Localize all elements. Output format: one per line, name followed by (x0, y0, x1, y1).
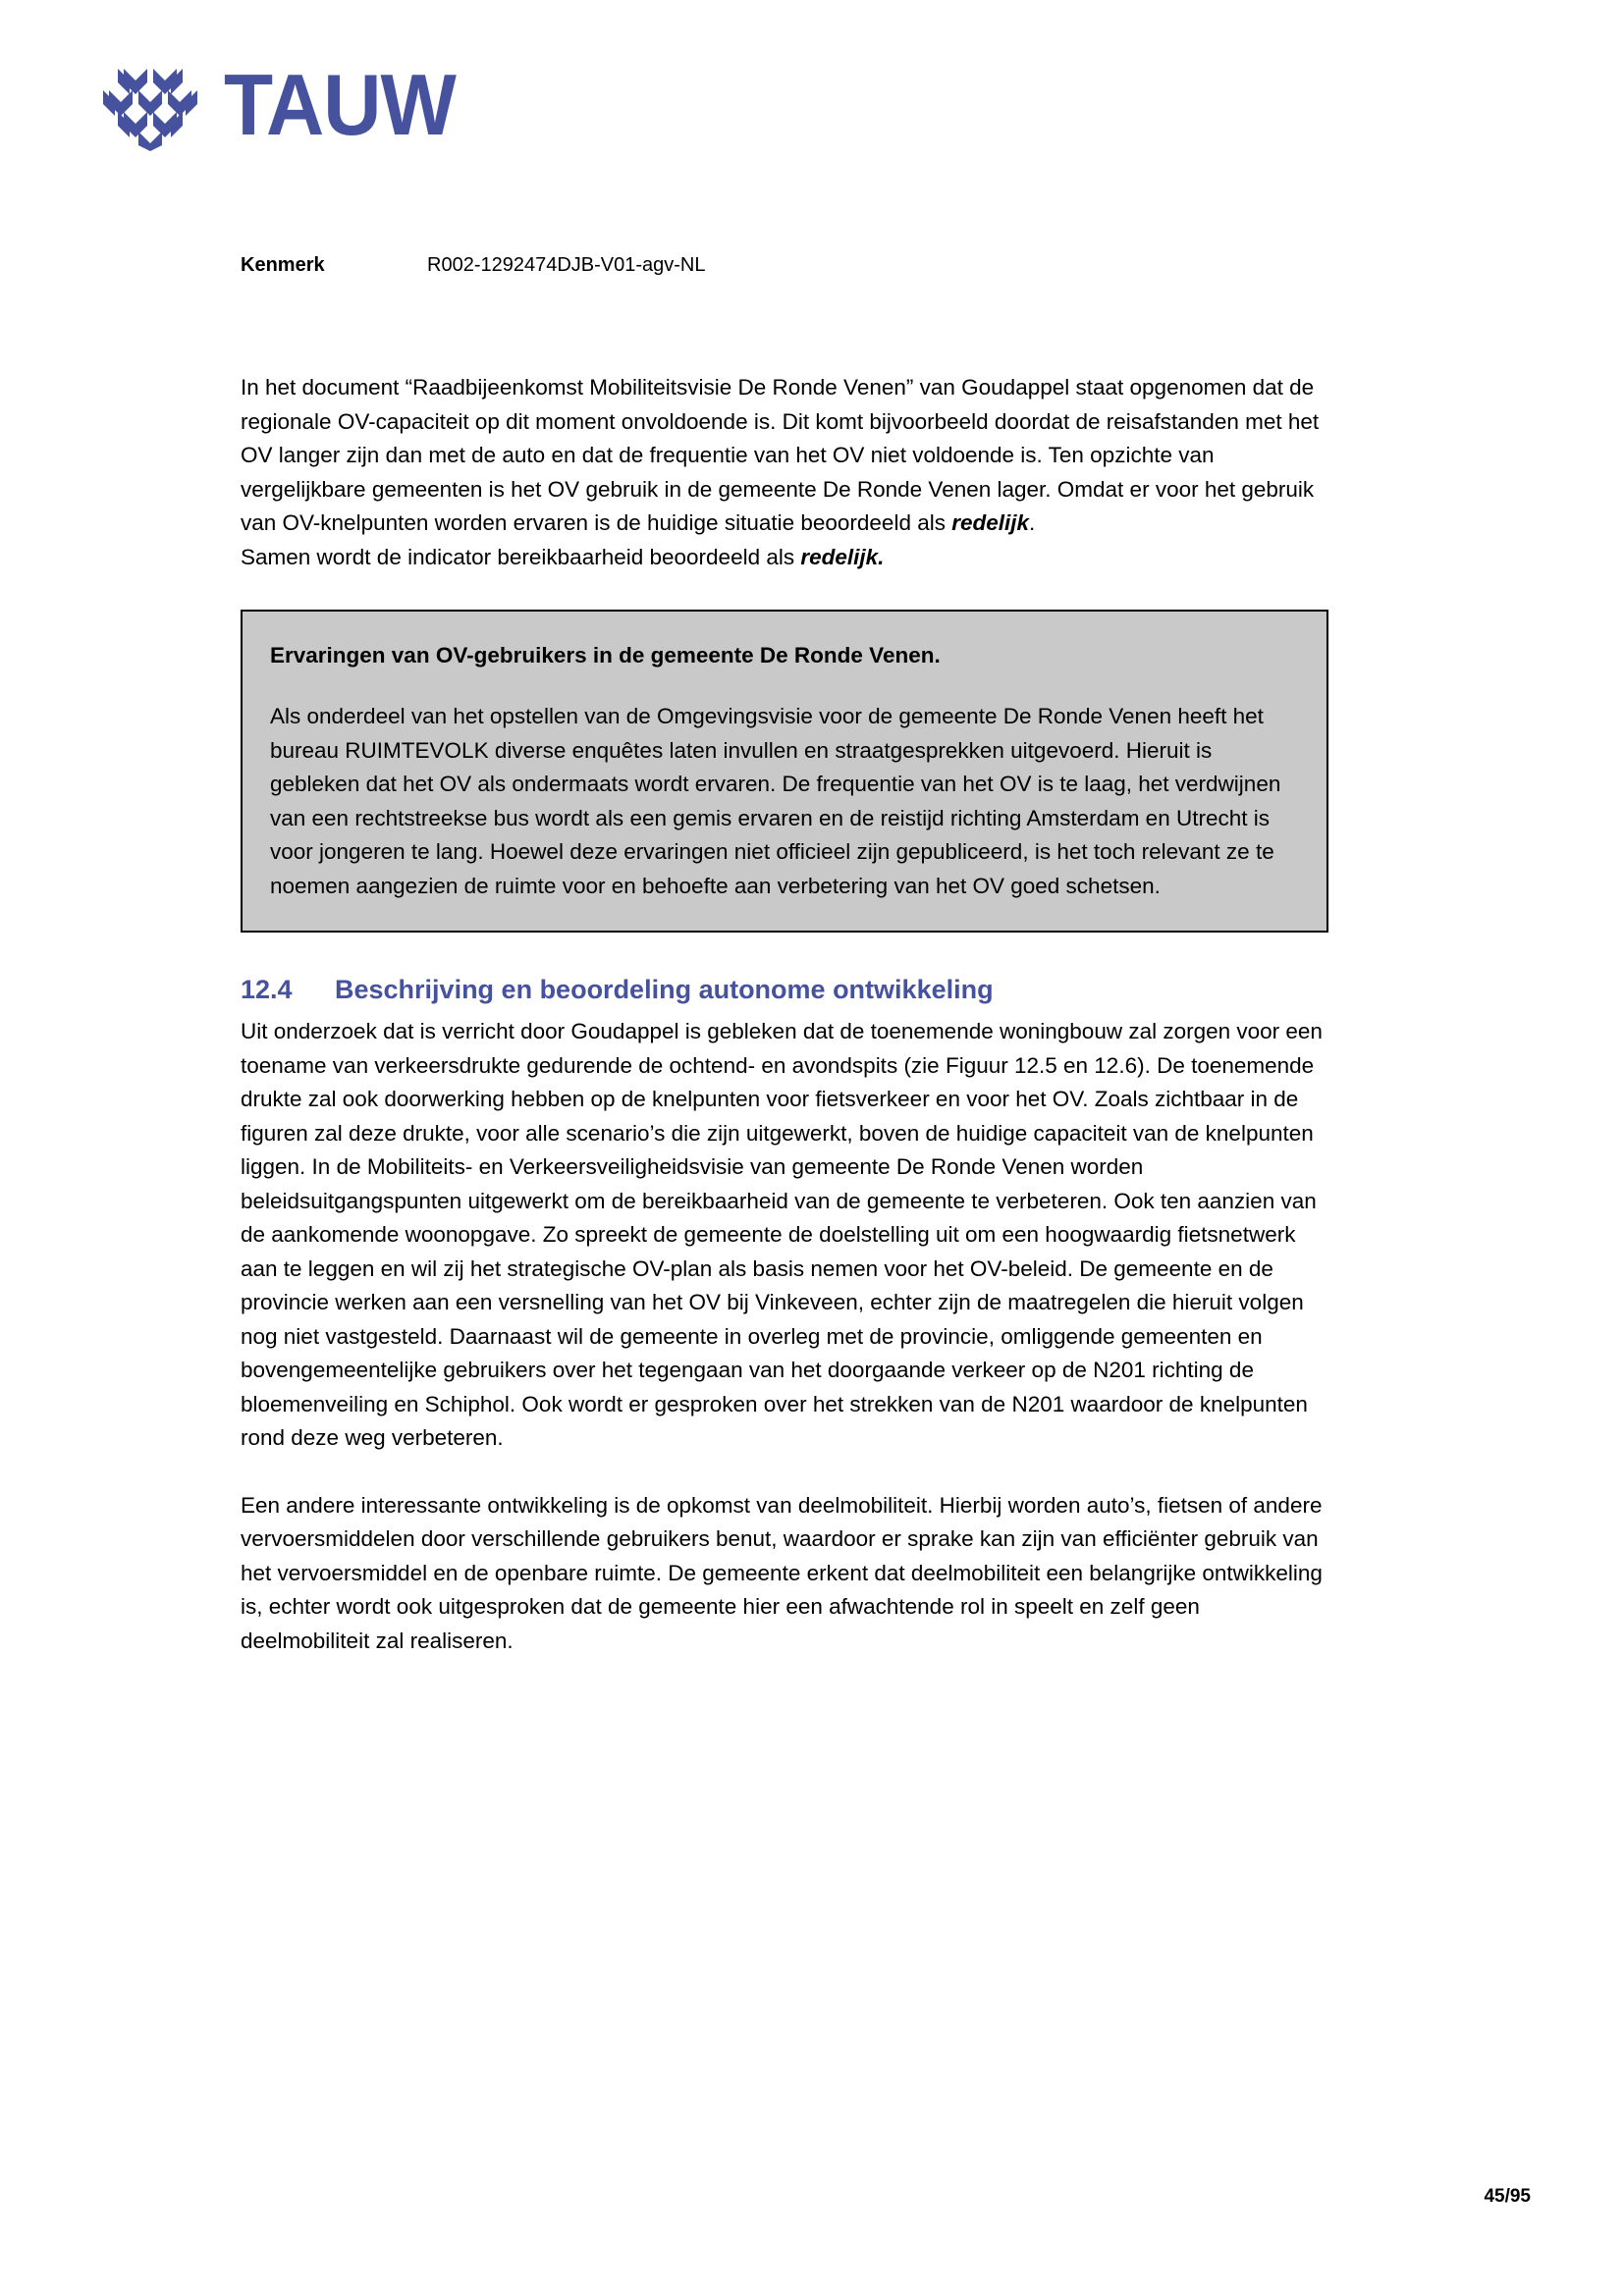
callout-title: Ervaringen van OV-gebruikers in de gemeente De Ronde Venen. (270, 643, 941, 667)
kenmerk-label: Kenmerk (241, 254, 325, 276)
section-title: Beschrijving en beoordeling autonome ontwikkeling (335, 975, 994, 1004)
section-heading (241, 972, 1328, 1007)
paragraph-spacer (241, 1456, 1328, 1489)
intro-paragraph-1-text-a: In het document “Raadbijeenkomst Mobiliteitsvisie De Ronde Venen” van Goudappel staat opgenomen dat de regionale OV-capaciteit op dit moment onvoldoende is. Dit komt bijvoorbeeld doordat de reisafstanden met het OV langer zijn dan met de auto en dat de frequentie van het OV niet voldoende is. Ten opzichte van vergelijkbare gemeenten is het OV gebruik in de gemeente De Ronde Venen lager. Omdat er voor het gebruik van OV-knelpunten worden ervaren is de huidige situatie beoordeeld als (241, 375, 1320, 535)
tauw-chevron-mark-icon (98, 61, 202, 151)
page-number: 45/95 (1484, 2186, 1531, 2207)
brand-logo (98, 57, 456, 154)
section-paragraph-1: Uit onderzoek dat is verricht door Goudappel is gebleken dat de toenemende woningbouw zal zorgen voor een toename van verkeersdrukte gedurende de ochtend- en avondspits (zie Figuur 12.5 en 12.6). De toenemende drukte zal ook doorwerking hebben op de knelpunten voor fietsverkeer en voor het OV. Zoals zichtbaar in de figuren zal deze drukte, voor alle scenario’s die zijn uitgewerkt, boven de huidige capaciteit van de knelpunten liggen. In de Mobiliteits- en Verkeersveiligheidsvisie van gemeente De Ronde Venen worden beleidsuitgangspunten uitgewerkt om de bereikbaarheid van de gemeente te verbeteren. Ook ten aanzien van de aankomende woonopgave. Zo spreekt de gemeente de doelstelling uit om een hoogwaardig fietsnetwerk aan te leggen en wil zij het strategische OV-plan als basis nemen voor het OV-beleid. De gemeente en de provincie werken aan een versnelling van het OV bij Vinkeveen, echter zijn de maatregelen die hieruit volgen nog niet vastgesteld. Daarnaast wil de gemeente in overleg met de provincie, omliggende gemeenten en bovengemeentelijke gebruikers over het tegengaan van het doorgaande verkeer op de N201 richting de bloemenveiling en Schiphol. Ook wordt er gesproken over het strekken van de N201 waardoor de knelpunten rond deze weg verbeteren. (241, 1019, 1323, 1450)
intro-paragraph-2-text-a: Samen wordt de indicator bereikbaarheid beoordeeld als (241, 544, 801, 569)
section-paragraph-2: Een andere interessante ontwikkeling is de opkomst van deelmobiliteit. Hierbij worden auto’s, fietsen of andere vervoersmiddelen door verschillende gebruikers benut, waardoor er sprake kan zijn van efficiënter gebruik van het vervoersmiddel en de openbare ruimte. De gemeente erkent dat deelmobiliteit een belangrijke ontwikkeling is, echter wordt ook uitgesproken dat de gemeente hier een afwachtende rol in speelt en zelf geen deelmobiliteit zal realiseren. (241, 1492, 1323, 1653)
callout-body: Als onderdeel van het opstellen van de Omgevingsvisie voor de gemeente De Ronde Venen heeft het bureau RUIMTEVOLK diverse enquêtes laten invullen en straatgesprekken uitgevoerd. Hieruit is gebleken dat het OV als ondermaats wordt ervaren. De frequentie van het OV is te laag, het verdwijnen van een rechtstreekse bus wordt als een gemis ervaren en de reistijd richting Amsterdam en Utrecht is voor jongeren te lang. Hoewel deze ervaringen niet officieel zijn gepubliceerd, is het toch relevant ze te noemen aangezien de ruimte voor en behoefte aan verbetering van het OV goed schetsen. (270, 704, 1281, 898)
section-body (241, 1015, 1328, 1658)
section-number: 12.4 (241, 975, 293, 1004)
intro-paragraph-1 (241, 371, 1328, 541)
kenmerk-header (241, 253, 706, 277)
intro-paragraph-1-emphasis: redelijk (951, 510, 1030, 535)
intro-paragraph-2-emphasis: redelijk. (800, 544, 885, 569)
intro-paragraph-1-text-b: . (1029, 510, 1036, 535)
brand-wordmark: TAUW (224, 57, 456, 154)
document-content (241, 371, 1328, 1658)
callout-box (241, 610, 1328, 933)
intro-paragraph-2 (241, 541, 1328, 575)
kenmerk-value: R002-1292474DJB-V01-agv-NL (427, 254, 706, 276)
